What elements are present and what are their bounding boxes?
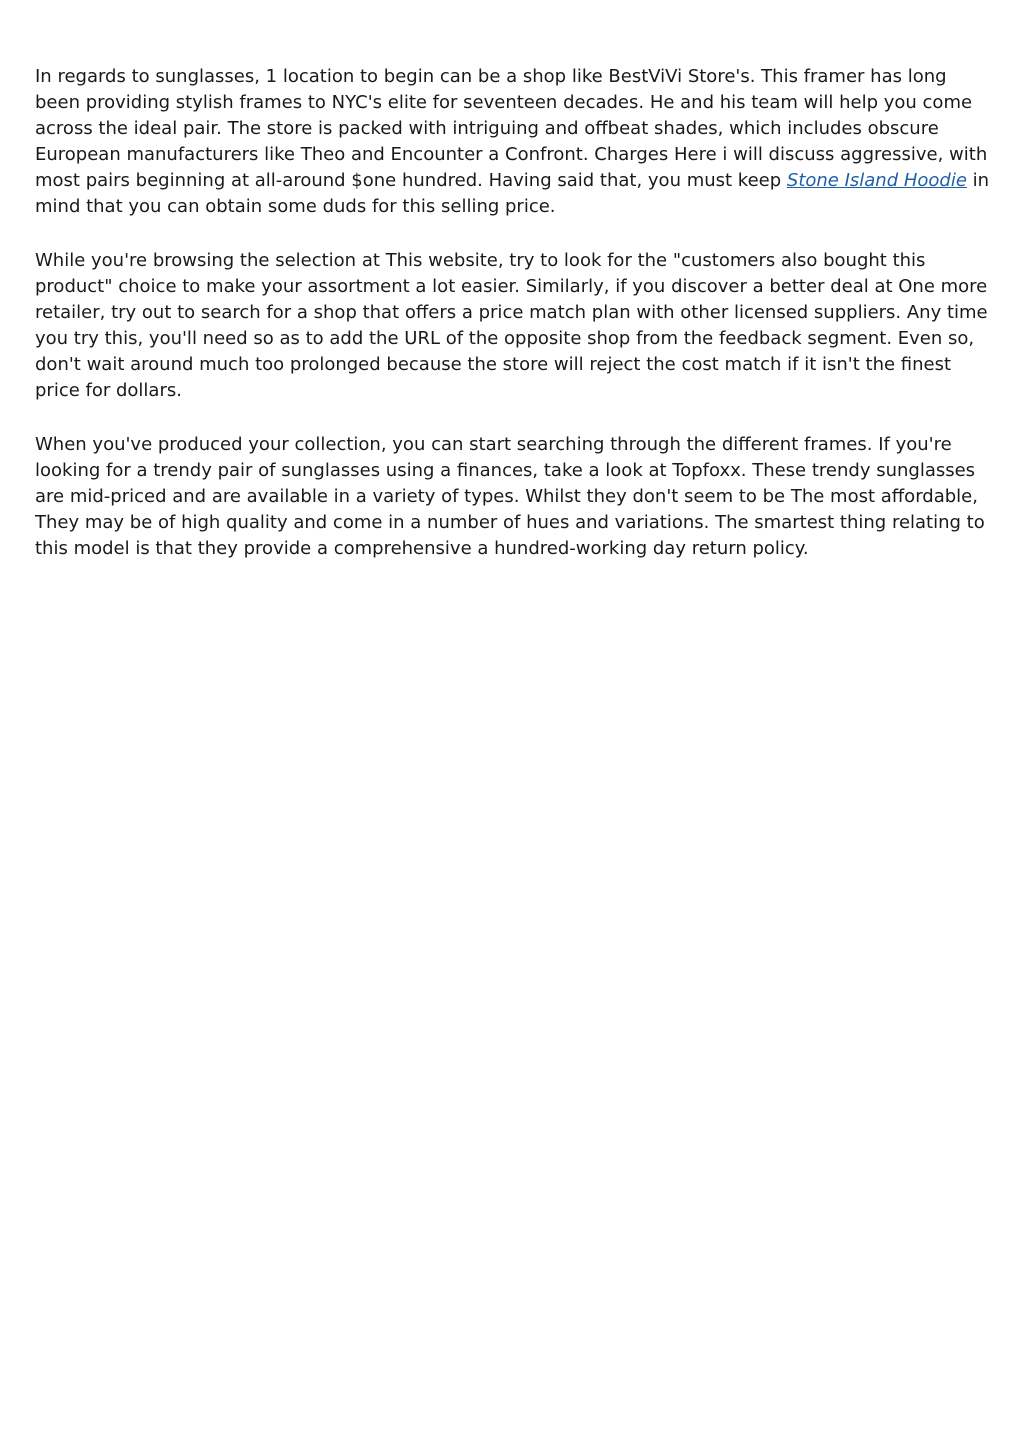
stone-island-hoodie-link[interactable]: Stone Island Hoodie — [786, 170, 967, 191]
paragraph-3: When you've produced your collection, you can start searching through the different frames. If you're looking for a trendy pair of sunglasses using a finances, take a look at Topfoxx. These trendy sunglasses are mid-priced and are available in a variety of types. Whilst they don't seem to be The most affordable, They may be of high quality and come in a number of hues and variations. The smartest thing relating to this model is that they provide a comprehensive a hundred-working day return policy. — [35, 434, 985, 559]
paragraph-1 — [35, 64, 995, 220]
paragraph-2: While you're browsing the selection at This website, try to look for the "customers also bought this product" choice to make your assortment a lot easier. Similarly, if you discover a better deal at One more retailer, try out to search for a shop that offers a price match plan with other licensed suppliers. Any time you try this, you'll need so as to add the URL of the opposite shop from the feedback segment. Even so, don't wait around much too prolonged because the store will reject the cost match if it isn't the finest price for dollars. — [35, 250, 988, 401]
paragraph-1-text-before-link: In regards to sunglasses, 1 location to begin can be a shop like BestViVi Store's. This framer has long been providing stylish frames to NYC's elite for seventeen decades. He and his team will help you come across the ideal pair. The store is packed with intriguing and offbeat shades, which includes obscure European manufacturers like Theo and Encounter a Confront. Charges Here i will discuss aggressive, with most pairs beginning at all-around $one hundred. Having said that, you must keep — [35, 66, 988, 191]
document-page — [35, 64, 995, 590]
paragraph-1-text-after-link: in mind that you can obtain some duds for this selling price. — [35, 170, 990, 217]
